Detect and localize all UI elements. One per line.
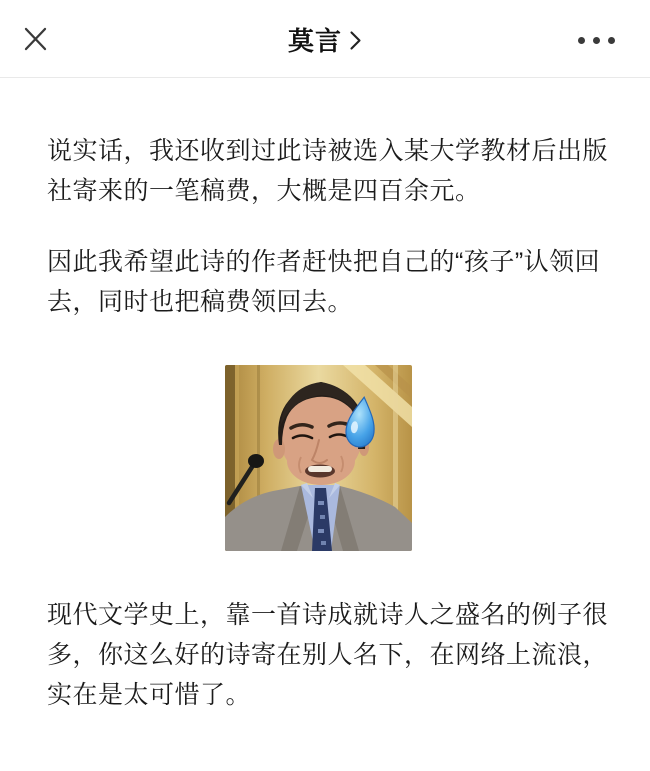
paragraph-line: 说实话，我还收到过此诗被选入某大学教材后出版 <box>47 137 609 165</box>
article-body <box>0 131 650 715</box>
account-name: 莫言 <box>287 25 343 56</box>
paragraph-literary-history <box>47 595 609 715</box>
more-menu-button[interactable] <box>570 22 622 58</box>
paragraph-line: 现代文学史上，靠一首诗成就诗人之盛名的例子很 <box>47 601 609 629</box>
close-button[interactable] <box>16 20 54 60</box>
ellipsis-icon-dot <box>578 37 585 44</box>
ellipsis-icon-dot <box>593 37 600 44</box>
moyan-photo-illustration <box>225 365 412 551</box>
paragraph-line: 因此我希望此诗的作者赶快把自己的“孩子”认领回 <box>47 248 601 276</box>
paragraph-claim-back <box>47 242 605 322</box>
paragraph-line: 多，你这么好的诗寄在别人名下，在网络上流浪， <box>47 641 609 669</box>
chevron-right-icon <box>349 28 362 51</box>
paragraph-line: 去，同时也把稿费领回去。 <box>47 288 354 316</box>
moyan-photo-image[interactable] <box>225 365 412 551</box>
paragraph-line: 社寄来的一笔稿费，大概是四百余元。 <box>47 177 481 205</box>
paragraph-line: 实在是太可惜了。 <box>47 681 252 709</box>
paragraph-royalty <box>47 131 609 211</box>
account-title-link[interactable] <box>288 0 362 78</box>
close-x-icon <box>24 26 47 55</box>
article-header-bar <box>0 0 650 78</box>
ellipsis-icon-dot <box>608 37 615 44</box>
